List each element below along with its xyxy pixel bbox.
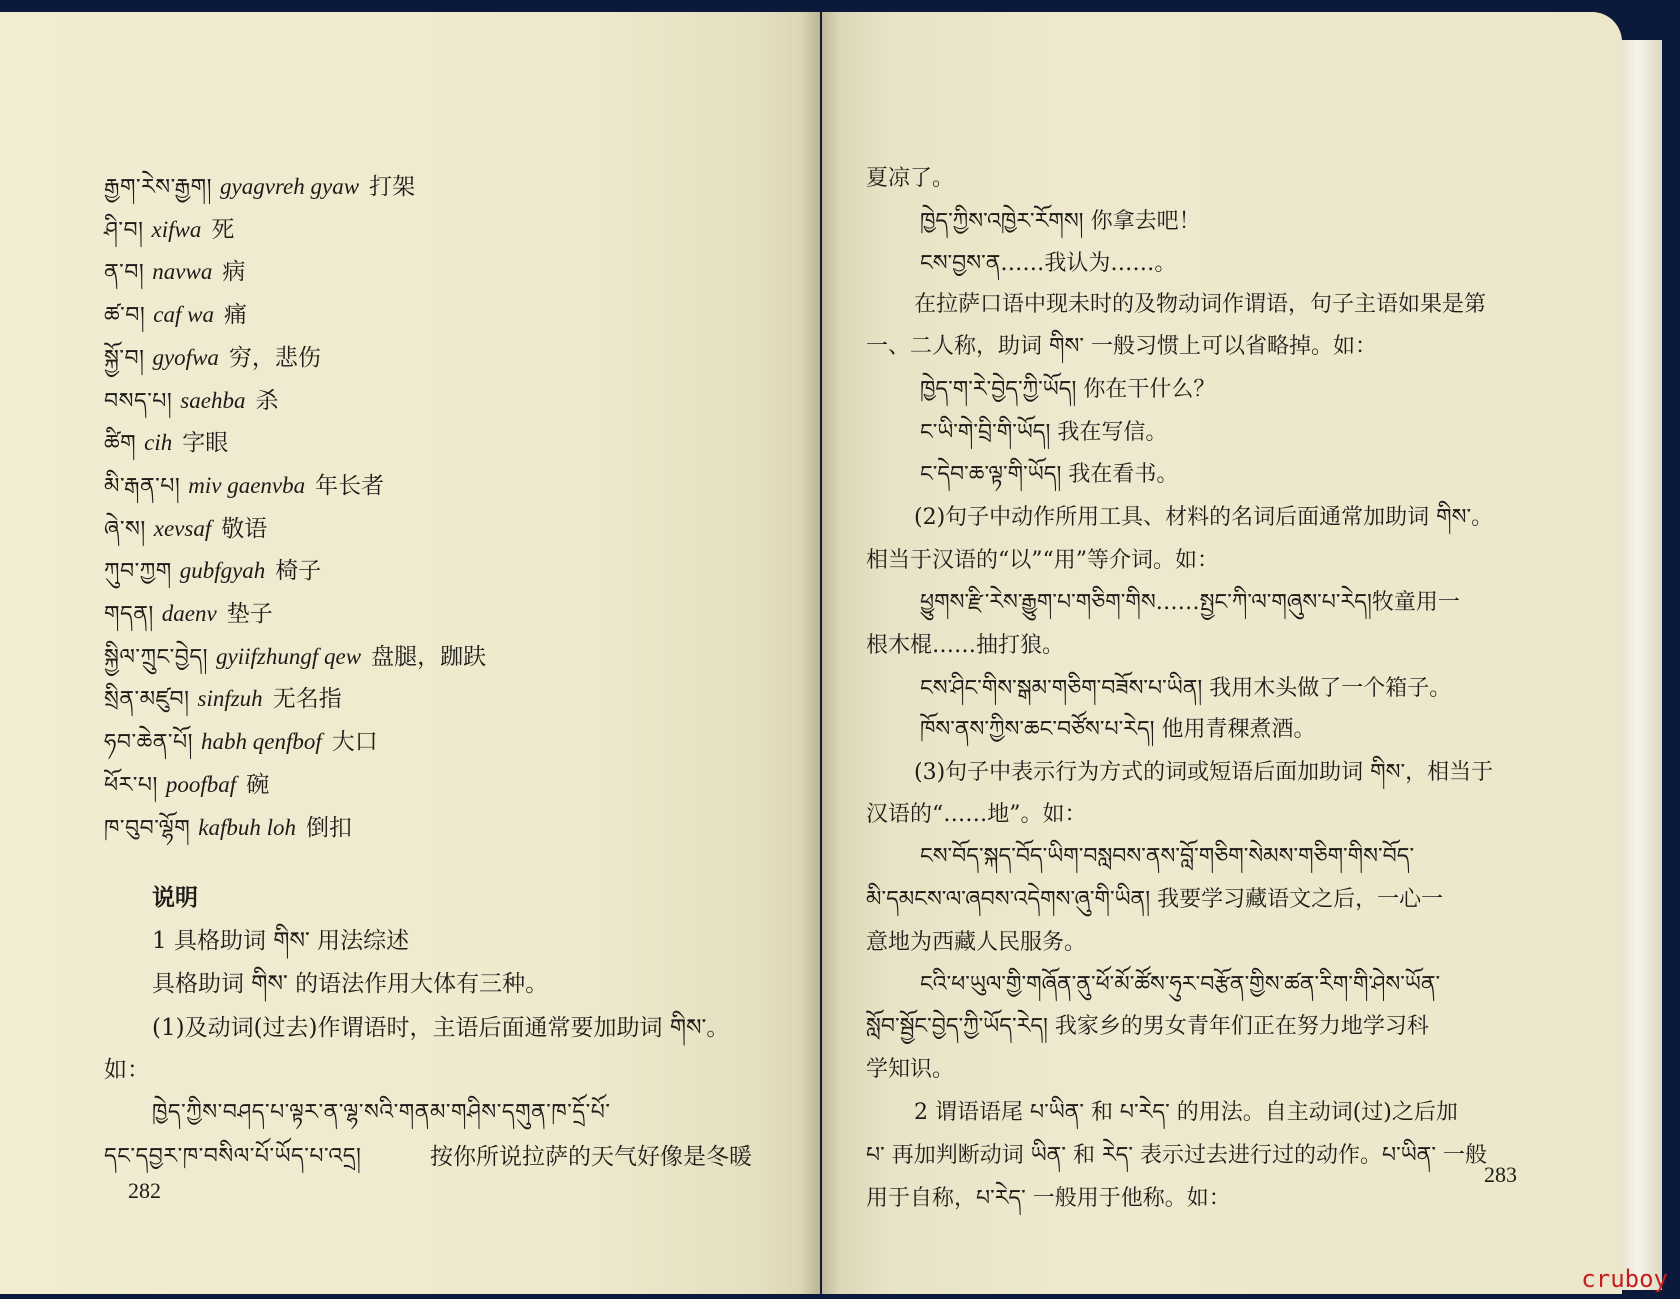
right-text-line: 汉语的“……地”。如： (866, 802, 1087, 827)
vocab-chinese: 敬语 (221, 515, 268, 542)
example-tibetan: དང་དབྱར་ཁ་བསིལ་པོ་ཡོད་པ་འདྲ། (104, 1144, 362, 1169)
vocab-romanization: xevsaf (153, 515, 212, 541)
vocab-tibetan: ཀུབ་ཀྱག (104, 559, 172, 585)
vocab-row (104, 514, 267, 545)
right-text-line: ངས་བྱས་ན……我认为……。 (920, 251, 1177, 276)
vocab-chinese: 杀 (255, 387, 279, 414)
vocab-row (104, 556, 321, 587)
right-text-line: 根木棍……抽打狼。 (866, 633, 1065, 658)
right-text-line: 夏凉了。 (866, 166, 955, 191)
vocab-chinese: 死 (211, 216, 235, 243)
right-text-line: 一、二人称，助词 གིས་ 一般习惯上可以省略掉。如： (866, 334, 1377, 359)
vocab-tibetan: ན་བ། (104, 260, 145, 286)
vocab-romanization: kafbuh loh (198, 814, 297, 840)
vocab-row (104, 343, 321, 374)
right-text-line: ངའི་ཕ་ཡུལ་གྱི་གཞོན་ནུ་ཕོ་མོ་ཚོས་ཧུར་བརྩོན་གྱིས་ཚན་རིག་གི་ཤེས་ཡོན་ (920, 972, 1441, 997)
vocab-romanization: saehba (180, 387, 246, 413)
vocab-tibetan: མི་རྒན་པ། (104, 473, 181, 499)
vocab-row (104, 300, 247, 331)
example-tibetan: ཁྱེད་ཀྱིས་བཤད་པ་ལྟར་ན་ལྷ་སའི་གནམ་གཤིས་དགུན་ཁ་དྲོ་པོ་ (152, 1100, 611, 1125)
vocab-tibetan: ཕོར་པ། (104, 772, 158, 798)
vocab-row (104, 599, 273, 630)
vocab-tibetan: བསད་པ། (104, 388, 173, 414)
vocab-tibetan: ཤི་བ། (104, 217, 144, 243)
vocab-romanization: xifwa (151, 216, 202, 242)
right-text-line: 用于自称，པ་རེད་ 一般用于他称。如： (866, 1186, 1231, 1211)
vocab-tibetan: སྐྱོ་བ། (104, 345, 145, 371)
vocab-tibetan: ཁ་བུབ་ལྷོག (104, 815, 191, 841)
vocab-chinese: 痛 (223, 302, 247, 329)
vocab-row (104, 257, 245, 288)
vocab-tibetan: སྲིན་མཛུབ། (104, 687, 190, 713)
vocab-chinese: 字眼 (182, 430, 229, 457)
vocab-romanization: navwa (152, 259, 213, 285)
vocab-chinese: 垫子 (226, 601, 273, 627)
right-text-line: 在拉萨口语中现未时的及物动词作谓语，句子主语如果是第 (914, 292, 1487, 317)
vocab-row (104, 684, 342, 715)
vocab-row (104, 813, 352, 844)
right-text-line: (3)句子中表示行为方式的词或短语后面加助词 གིས་，相当于 (914, 760, 1494, 785)
vocab-tibetan: ཞེ་ས། (104, 516, 146, 542)
right-text-line: ང་དེབ་ཆ་ལྟ་གི་ཡོད། 我在看书。 (920, 462, 1179, 487)
vocab-romanization: cih (144, 430, 173, 456)
right-text-line: མི་དམངས་ལ་ཞབས་འདེགས་ཞུ་གི་ཡིན། 我要学习藏语文之后，一心一 (866, 887, 1444, 912)
vocab-row (104, 471, 384, 502)
book-gutter (800, 12, 840, 1294)
vocab-romanization: poofbaf (165, 771, 237, 797)
watermark-signature: cruboy (1581, 1265, 1668, 1293)
right-text-line: ཁྱེད་ག་རེ་བྱེད་ཀྱི་ཡོད། 你在干什么？ (920, 377, 1216, 402)
page-number-left: 282 (128, 1178, 161, 1203)
vocab-tibetan: སྐྱིལ་ཀྲུང་བྱེད། (104, 644, 209, 670)
vocab-romanization: daenv (161, 601, 217, 626)
right-text-line: སློབ་སྦྱོང་བྱེད་ཀྱི་ཡོད་རེད། 我家乡的男女青年们正在努力地学习科 (866, 1014, 1429, 1039)
vocab-chinese: 打架 (369, 174, 416, 200)
right-text-line: 相当于汉语的“以”“用”等介词。如： (866, 548, 1219, 573)
vocab-romanization: gyofwa (152, 344, 219, 370)
vocab-romanization: sinfzuh (197, 686, 263, 712)
vocab-tibetan: ཧབ་ཆེན་པོ། (104, 730, 194, 756)
paragraph-line: 如： (104, 1057, 150, 1083)
page-edges (1622, 40, 1662, 1290)
example-chinese: 按你所说拉萨的天气好像是冬暖 (430, 1144, 752, 1170)
right-text-line: 2 谓语语尾 པ་ཡིན་ 和 པ་རེད་ 的用法。自主动词(过)之后加 (914, 1100, 1458, 1125)
paragraph-line: 1 具格助词 གིས་ 用法综述 (152, 928, 410, 954)
right-text-line: ཁོས་ནས་ཀྱིས་ཆང་བཙོས་པ་རེད། 他用青稞煮酒。 (920, 717, 1316, 742)
vocab-chinese: 倒扣 (306, 814, 353, 841)
vocab-chinese: 椅子 (275, 558, 322, 585)
right-text-line: ཁྱེད་ཀྱིས་འཁྱེར་རོགས། 你拿去吧！ (920, 209, 1201, 234)
right-text-line: 意地为西藏人民服务。 (866, 930, 1087, 955)
vocab-tibetan: ཚིག (104, 431, 137, 457)
vocab-row (104, 770, 269, 801)
vocab-chinese: 大口 (331, 729, 378, 756)
vocab-tibetan: རྒྱག་རེས་རྒྱག། (104, 175, 213, 200)
right-text-line: 学知识。 (866, 1057, 955, 1082)
vocab-chinese: 盘腿，跏趺 (371, 643, 487, 670)
vocab-romanization: gyagvreh gyaw (220, 174, 360, 199)
vocab-chinese: 年长者 (315, 472, 385, 499)
vocab-romanization: gubfgyah (179, 558, 266, 584)
vocab-romanization: gyiifzhungf qew (216, 643, 362, 669)
page-number-right: 283 (1484, 1162, 1517, 1187)
vocab-row (104, 727, 378, 758)
paragraph-line: 具格助词 གིས་ 的语法作用大体有三种。 (152, 971, 549, 997)
right-text-line: ཕྱུགས་རྫི་རེས་རྒྱུག་པ་གཅིག་གིས……སྤྱང་ཀི་ལ་གཞུས་པ་རེད།牧童用一 (920, 590, 1460, 615)
vocab-chinese: 病 (222, 259, 246, 286)
vocab-chinese: 无名指 (272, 686, 342, 713)
vocab-row (104, 642, 486, 673)
vocab-romanization: habh qenfbof (201, 729, 322, 755)
vocab-romanization: miv gaenvba (188, 472, 306, 498)
right-text-line: ངས་བོད་སྐད་བོད་ཡིག་བསླབས་ནས་བློ་གཅིག་སེམས་གཅིག་གིས་བོད་ (920, 844, 1415, 869)
paragraph-line: (1)及动词(过去)作谓语时，主语后面通常要加助词 གིས་。 (152, 1015, 730, 1041)
vocab-tibetan: གདན། (104, 602, 154, 627)
section-heading: 说明 (152, 884, 198, 911)
vocab-row (104, 386, 278, 417)
right-text-line: ངས་ཤིང་གིས་སྒམ་གཅིག་བཟོས་པ་ཡིན། 我用木头做了一个箱子。 (920, 676, 1452, 701)
vocab-row (104, 428, 228, 459)
vocab-romanization: caf wa (153, 302, 214, 328)
right-text-line: ང་ཡི་གེ་བྲི་གི་ཡོད། 我在写信。 (920, 420, 1168, 445)
right-text-line: པ་ 再加判断动词 ཡིན་ 和 རེད་ 表示过去进行过的动作。པ་ཡིན་ 一般 (866, 1143, 1487, 1168)
vocab-row (104, 172, 415, 203)
vocab-tibetan: ཚ་བ། (104, 303, 146, 329)
vocab-chinese: 穷，悲伤 (228, 344, 321, 371)
vocab-chinese: 碗 (246, 771, 270, 798)
vocab-row (104, 215, 234, 246)
right-text-line: (2)句子中动作所用工具、材料的名词后面通常加助词 གིས་。 (914, 505, 1494, 530)
